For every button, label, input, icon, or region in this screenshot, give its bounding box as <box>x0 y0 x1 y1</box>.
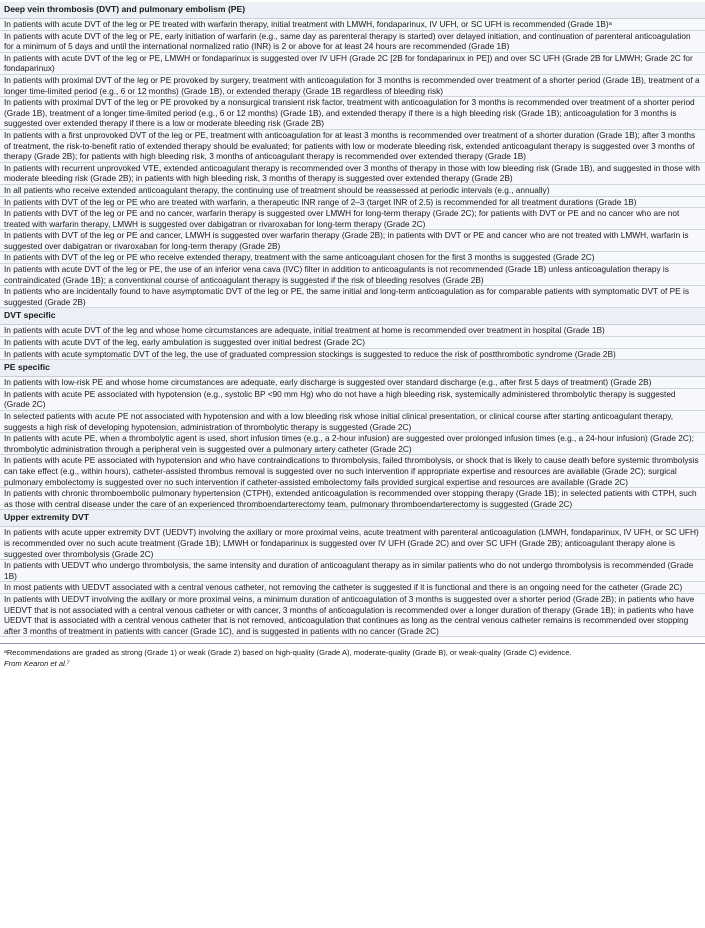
table-row: In patients with proximal DVT of the leg or PE provoked by a nonsurgical transient risk factor, treatment with anticoagulation for 3 months is recommended over treatment of a shorter period (Grade 1B), treatment of a longer time-limited period (e.g., 6 or 12 months) (Grade 1B), and extended therapy if there is a high bleeding risk (Grade 1B); anticoagulation for 3 months is suggested over extended therapy if there is a low or moderate bleeding risk (Grade 2B) <box>0 97 705 130</box>
table-row: In patients with recurrent unprovoked VTE, extended anticoagulant therapy is recommended over 3 months of therapy in those with low bleeding risk (Grade 1B), and suggested in those with moderate bleeding risk (Grade 2B); in patients with high bleeding risk, 3 months of therapy is suggested over extended therapy (Grade 2B) <box>0 163 705 185</box>
section-heading: Deep vein thrombosis (DVT) and pulmonary embolism (PE) <box>0 2 705 19</box>
table-row: In patients with acute DVT of the leg and whose home circumstances are adequate, initial treatment at home is recommended over treatment in hospital (Grade 1B) <box>0 325 705 337</box>
section-heading: Upper extremity DVT <box>0 510 705 527</box>
section-upper-extremity-dvt <box>0 510 705 637</box>
section-dvt-specific <box>0 308 705 360</box>
section-dvt-pe <box>0 2 705 308</box>
table-row: In patients with UEDVT who undergo thrombolysis, the same intensity and duration of anticoagulant therapy as in similar patients who do not undergo thrombolysis is recommended (Grade 1B) <box>0 560 705 582</box>
table-row: In most patients with UEDVT associated with a central venous catheter, not removing the catheter is suggested if it is functional and there is an ongoing need for the catheter (Grade 2C) <box>0 582 705 594</box>
table-row: In patients with acute symptomatic DVT of the leg, the use of graduated compression stockings is suggested to reduce the risk of postthrombotic syndrome (Grade 2B) <box>0 349 705 361</box>
table-row: In all patients who receive extended anticoagulant therapy, the continuing use of treatment should be reassessed at periodic intervals (e.g., annually) <box>0 185 705 197</box>
section-heading: DVT specific <box>0 308 705 325</box>
table-row: In selected patients with acute PE not associated with hypotension and with a low bleeding risk whose initial clinical presentation, or clinical course after starting anticoagulant therapy, suggests a high risk of developing hypotension, administration of thrombolytic therapy is suggested (Grade 2C) <box>0 411 705 433</box>
footnote: ᵃRecommendations are graded as strong (Grade 1) or weak (Grade 2) based on high-quality (Grade A), moderate-quality (Grade B), or weak-quality (Grade C) evidence. <box>0 643 705 658</box>
table-row: In patients with DVT of the leg or PE and no cancer, warfarin therapy is suggested over LMWH for long-term therapy (Grade 2C); for patients with DVT or PE and no cancer who are not treated with warfarin therapy, LMWH is suggested over dabigatran or rivaroxaban for long-term therapy (Grade 2C) <box>0 208 705 230</box>
table-row: In patients with a first unprovoked DVT of the leg or PE, treatment with anticoagulation for at least 3 months is recommended over treatment of a shorter duration (Grade 1B); after 3 months of treatment, the risk-to-benefit ratio of extended therapy should be evaluated; for patients with low or moderate bleeding risk, extended anticoagulant therapy is suggested over 3 months of therapy (Grade 2B); for patients with high bleeding risk, 3 months of anticoagulant therapy is recommended over extended therapy (Grade 1B) <box>0 130 705 163</box>
section-heading: PE specific <box>0 360 705 377</box>
table-row: In patients with low-risk PE and whose home circumstances are adequate, early discharge is suggested over standard discharge (e.g., after first 5 days of treatment) (Grade 2B) <box>0 377 705 389</box>
table-row: In patients with proximal DVT of the leg or PE provoked by surgery, treatment with anticoagulation for 3 months is recommended over treatment of a shorter period (Grade 1B), treatment of a longer time-limited period (e.g., 6 or 12 months) (Grade 1B), or extended therapy (Grade 1B regardless of bleeding risk) <box>0 75 705 97</box>
table-row: In patients with acute PE, when a thrombolytic agent is used, short infusion times (e.g., a 2-hour infusion) are suggested over prolonged infusion times (e.g., a 24-hour infusion) (Grade 2C); thrombolytic administration through a peripheral vein is suggested over a pulmonary artery catheter (Grade 2C) <box>0 433 705 455</box>
table-row: In patients with DVT of the leg or PE who receive extended therapy, treatment with the same anticoagulant chosen for the first 3 months is suggested (Grade 2C) <box>0 252 705 264</box>
table-row: In patients with acute DVT of the leg or PE, LMWH or fondaparinux is suggested over IV UFH (Grade 2C [2B for fondaparinux in PE]) and over SC UFH (Grade 2B for LMWH; Grade 2C for fondaparinux) <box>0 53 705 75</box>
table-row: In patients with DVT of the leg or PE who are treated with warfarin, a therapeutic INR range of 2–3 (target INR of 2.5) is recommended for all treatment durations (Grade 1B) <box>0 197 705 209</box>
table-row: In patients with acute upper extremity DVT (UEDVT) involving the axillary or more proximal veins, acute treatment with parenteral anticoagulation (LMWH, fondaparinux, IV UFH, or SC UFH) is recommended over no such acute treatment (Grade 1B); LMWH or fondaparinux is suggested over IV UFH (Grade 2C) and over SC UFH (Grade 2B); anticoagulant therapy alone is suggested over thrombolysis (Grade 2C) <box>0 527 705 560</box>
table-row: In patients with chronic thromboembolic pulmonary hypertension (CTPH), extended anticoagulation is recommended over stopping therapy (Grade 1B); in selected patients with CTPH, such as those with central disease under the care of an experienced thromboendarterectomy team, pulmonary thromboendarterectomy is suggested (Grade 2C) <box>0 488 705 510</box>
table-row: In patients with acute DVT of the leg or PE, the use of an inferior vena cava (IVC) filter in addition to anticoagulants is not recommended (Grade 1B) unless anticoagulation therapy is contraindicated (Grade 1B); a conventional course of anticoagulant therapy is suggested if the risk of bleeding resolves (Grade 2B) <box>0 264 705 286</box>
table-row: In patients with UEDVT involving the axillary or more proximal veins, a minimum duration of anticoagulation of 3 months is suggested over a shorter period (Grade 2B); in patients who have UEDVT that is not associated with a central venous catheter or with cancer, 3 months of anticoagulation is recommended over a longer duration of therapy (Grade 1B); in patients who have UEDVT that is associated with a central venous catheter that is not removed, anticoagulation that continues as long as the central venous catheter remains is recommended over stopping after 3 months of treatment in patients with cancer (Grade 1C), and is suggested in patients with no cancer (Grade 2C) <box>0 594 705 637</box>
source-citation: From Kearon et al.⁷ <box>4 659 70 669</box>
table-row: In patients with acute DVT of the leg, early ambulation is suggested over initial bedrest (Grade 2C) <box>0 337 705 349</box>
table-row: In patients with acute DVT of the leg or PE, early initiation of warfarin (e.g., same day as parenteral therapy is started) over delayed initiation, and continuation of parenteral anticoagulation for a minimum of 5 days and until the international normalized ratio (INR) is 2 or above for at least 24 hours are recommended (Grade 1B) <box>0 31 705 53</box>
section-pe-specific <box>0 360 705 510</box>
table-row: In patients with acute DVT of the leg or PE treated with warfarin therapy, initial treatment with LMWH, fondaparinux, IV UFH, or SC UFH is recommended (Grade 1B)ᵃ <box>0 19 705 31</box>
table-row: In patients with DVT of the leg or PE and cancer, LMWH is suggested over warfarin therapy (Grade 2B); in patients with DVT or PE and cancer who are not treated with LMWH, warfarin is suggested over dabigatran or rivaroxaban for long-term therapy (Grade 2B) <box>0 230 705 252</box>
table-row: In patients who are incidentally found to have asymptomatic DVT of the leg or PE, the same initial and long-term anticoagulation as for comparable patients with symptomatic DVT of PE is suggested (Grade 2B) <box>0 286 705 308</box>
table-row: In patients with acute PE associated with hypotension and who have contraindications to thrombolysis, failed thrombolysis, or shock that is likely to cause death before systemic thrombolysis can take effect (e.g., within hours), catheter-assisted thrombus removal is suggested over no such intervention if appropriate expertise and resources are available (Grade 2C); surgical pulmonary embolectomy is suggested over no such intervention if catheter-assisted embolectomy fails provided surgical expertise and resources are available (Grade 2C) <box>0 455 705 488</box>
table-row: In patients with acute PE associated with hypotension (e.g., systolic BP <90 mm Hg) who do not have a high bleeding risk, systemically administered thrombolytic therapy is suggested (Grade 2C) <box>0 389 705 411</box>
